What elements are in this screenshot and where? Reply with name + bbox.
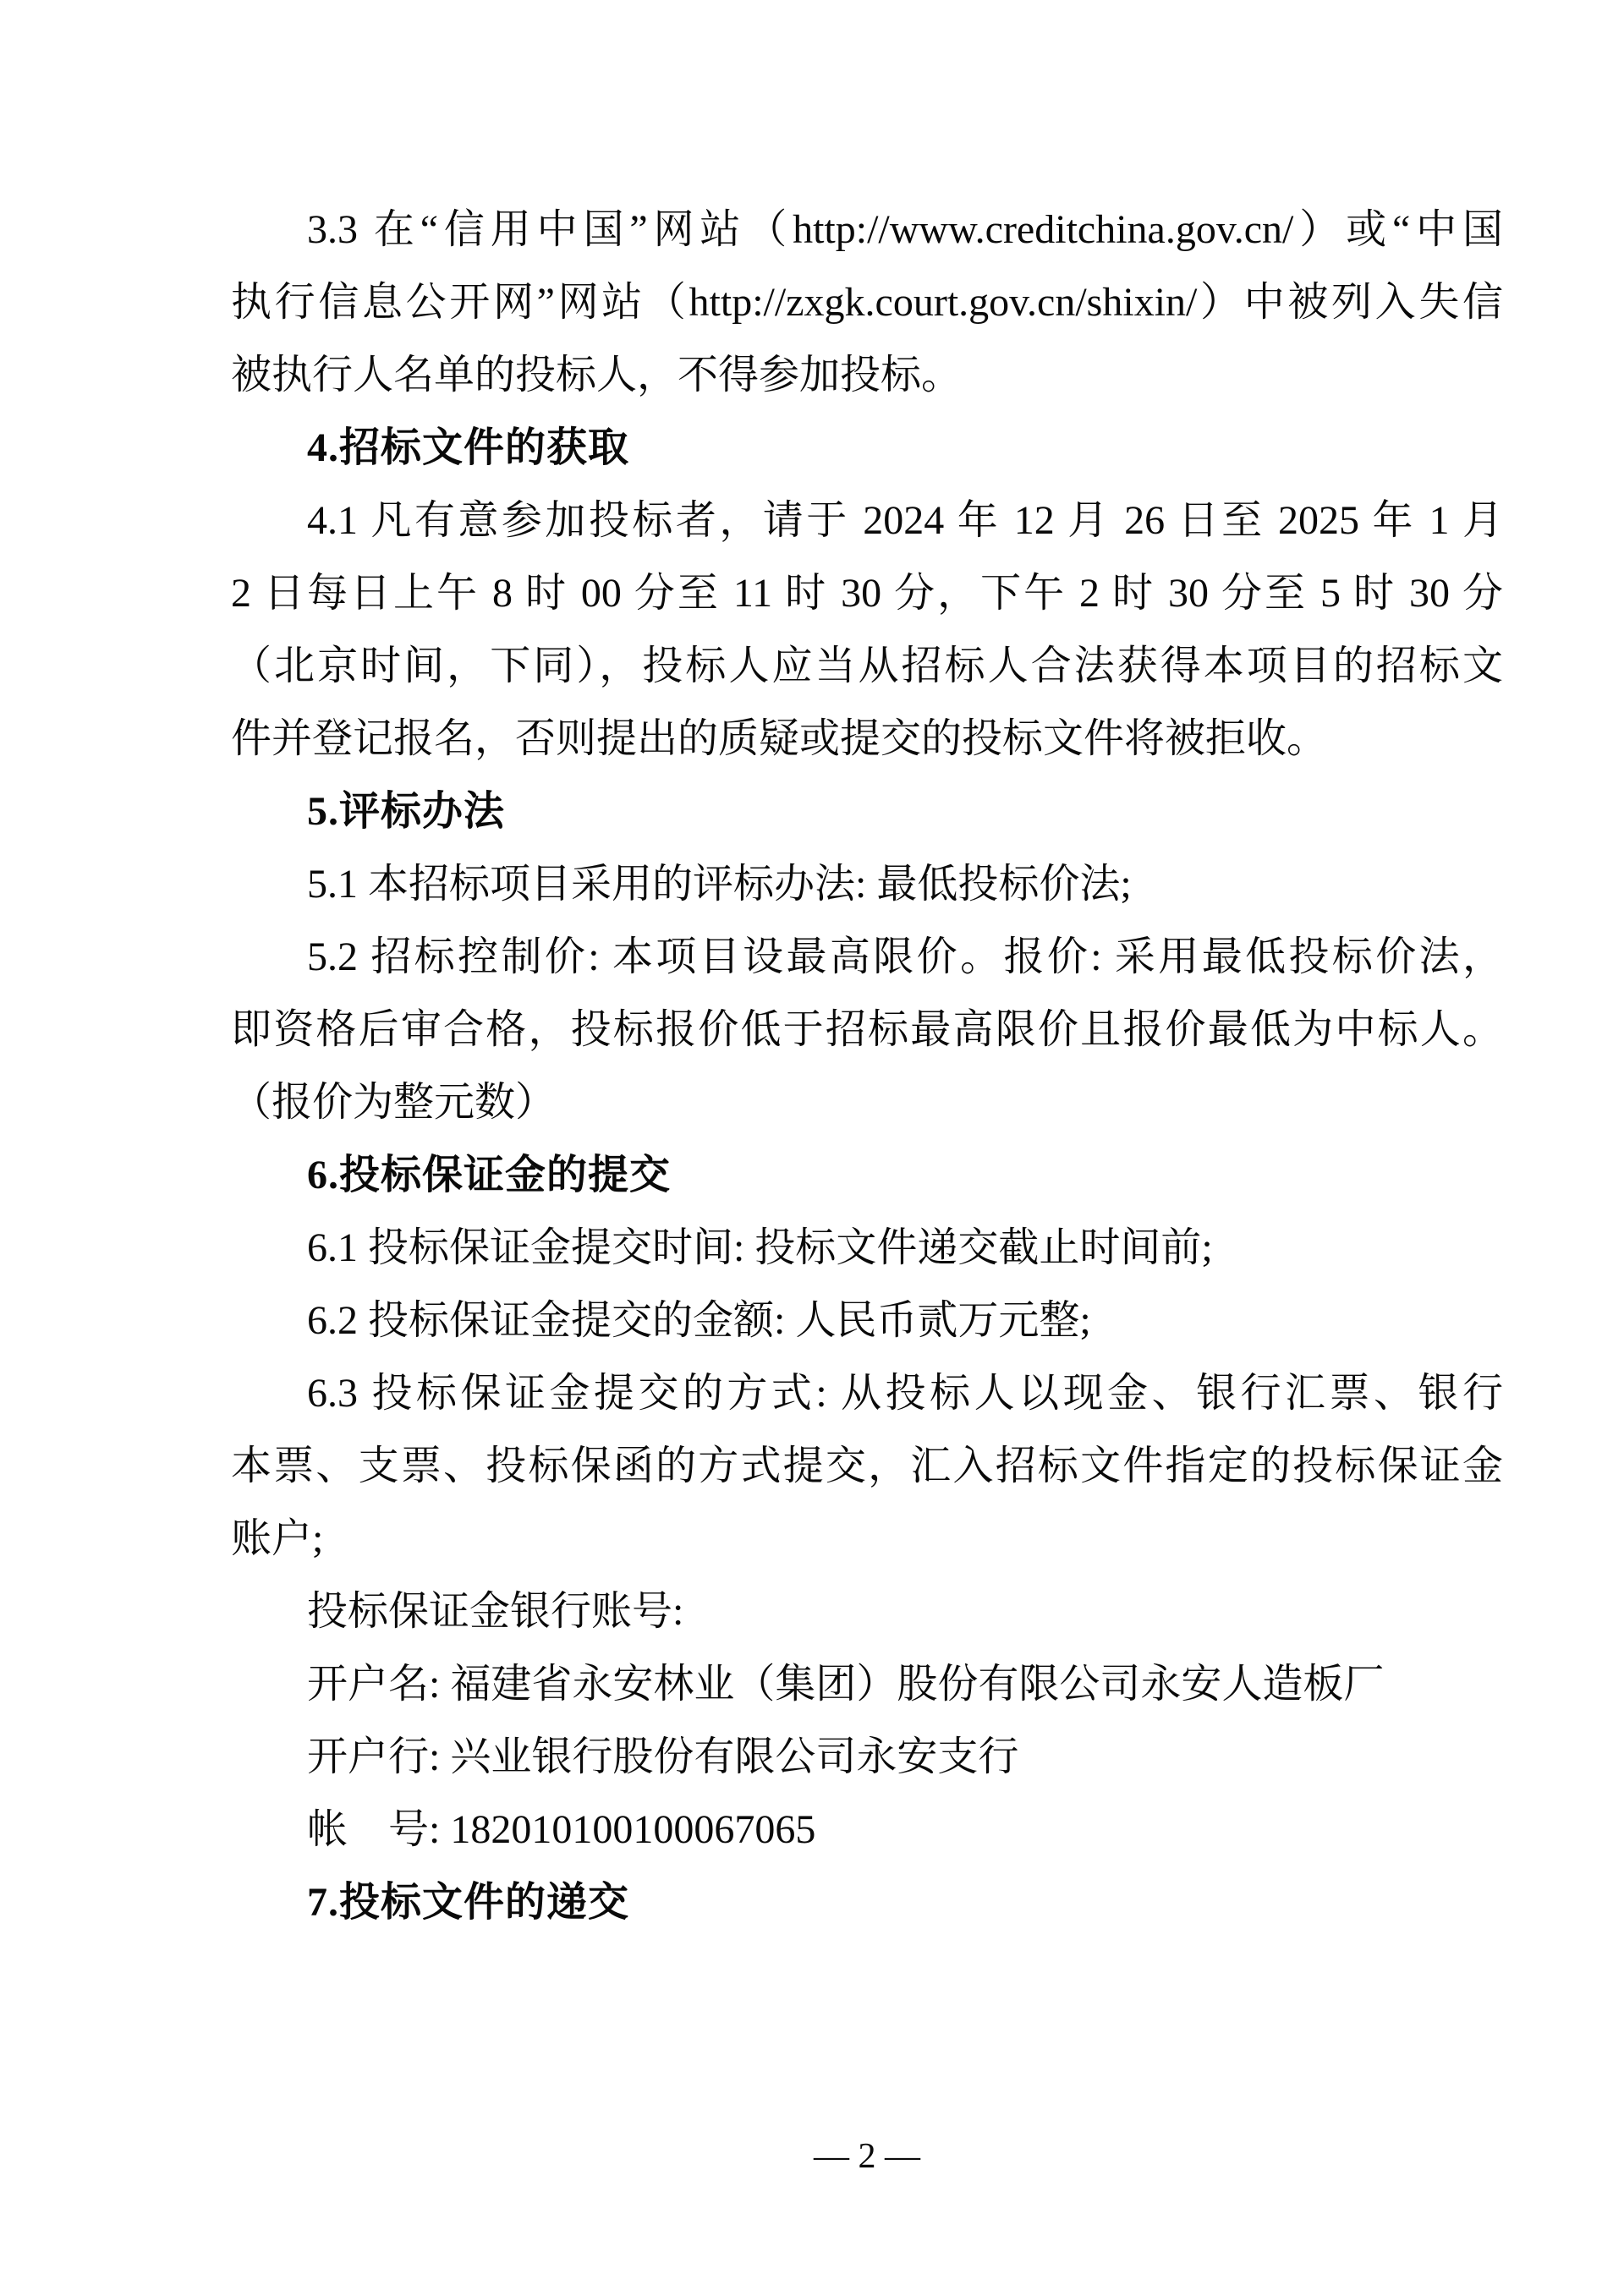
paragraph-6-3-line-1: 6.3 投标保证金提交的方式: 从投标人以现金、银行汇票、银行 (307, 1371, 1503, 1416)
paragraph-4-1-line-2: 2 日每日上午 8 时 00 分至 11 时 30 分，下午 2 时 30 分至 5 时 30 分 (231, 571, 1503, 616)
paragraph-4-1-line-3: （北京时间，下同），投标人应当从招标人合法获得本项目的招标文 (231, 644, 1503, 688)
paragraph-6-2: 6.2 投标保证金提交的金额: 人民币贰万元整; (307, 1298, 1091, 1343)
bank-branch: 开户行: 兴业银行股份有限公司永安支行 (307, 1734, 1019, 1779)
paragraph-6-1: 6.1 投标保证金提交时间: 投标文件递交截止时间前; (307, 1225, 1213, 1270)
paragraph-6-3-line-2: 本票、支票、投标保函的方式提交，汇入招标文件指定的投标保证金 (231, 1444, 1503, 1488)
paragraph-5-1: 5.1 本招标项目采用的评标办法: 最低投标价法; (307, 862, 1132, 907)
paragraph-5-2-line-2: 即资格后审合格，投标报价低于招标最高限价且报价最低为中标人。 (231, 1007, 1503, 1052)
section-heading-5: 5.评标办法 (307, 789, 506, 834)
paragraph-4-1-line-4: 件并登记报名，否则提出的质疑或提交的投标文件将被拒收。 (231, 716, 1328, 761)
section-heading-6: 6.投标保证金的提交 (307, 1153, 672, 1197)
bank-account-title: 投标保证金银行账号: (307, 1589, 684, 1634)
section-heading-4: 4.招标文件的获取 (307, 425, 630, 470)
bank-account-number: 帐 号: 182010100100067065 (307, 1807, 816, 1852)
paragraph-5-2-line-1: 5.2 招标控制价: 本项目设最高限价。报价: 采用最低投标价法， (307, 934, 1503, 979)
paragraph-4-1-line-1: 4.1 凡有意参加投标者，请于 2024 年 12 月 26 日至 2025 年 1 月 (307, 498, 1503, 543)
paragraph-3-3-line-3: 被执行人名单的投标人，不得参加投标。 (231, 353, 963, 397)
paragraph-5-2-line-3: （报价为整元数） (231, 1080, 557, 1125)
paragraph-6-3-line-3: 账户; (231, 1516, 324, 1561)
page-number: — 2 — (814, 2137, 920, 2176)
paragraph-3-3-line-2: 执行信息公开网”网站（http://zxgk.court.gov.cn/shixin/）中被列入失信 (231, 280, 1503, 325)
bank-account-name: 开户名: 福建省永安林业（集团）股份有限公司永安人造板厂 (307, 1662, 1385, 1707)
paragraph-3-3-line-1: 3.3 在“信用中国”网站（http://www.creditchina.gov.cn/）或“中国 (307, 207, 1503, 252)
document-body (231, 194, 1503, 1939)
section-heading-7: 7.投标文件的递交 (307, 1880, 630, 1925)
